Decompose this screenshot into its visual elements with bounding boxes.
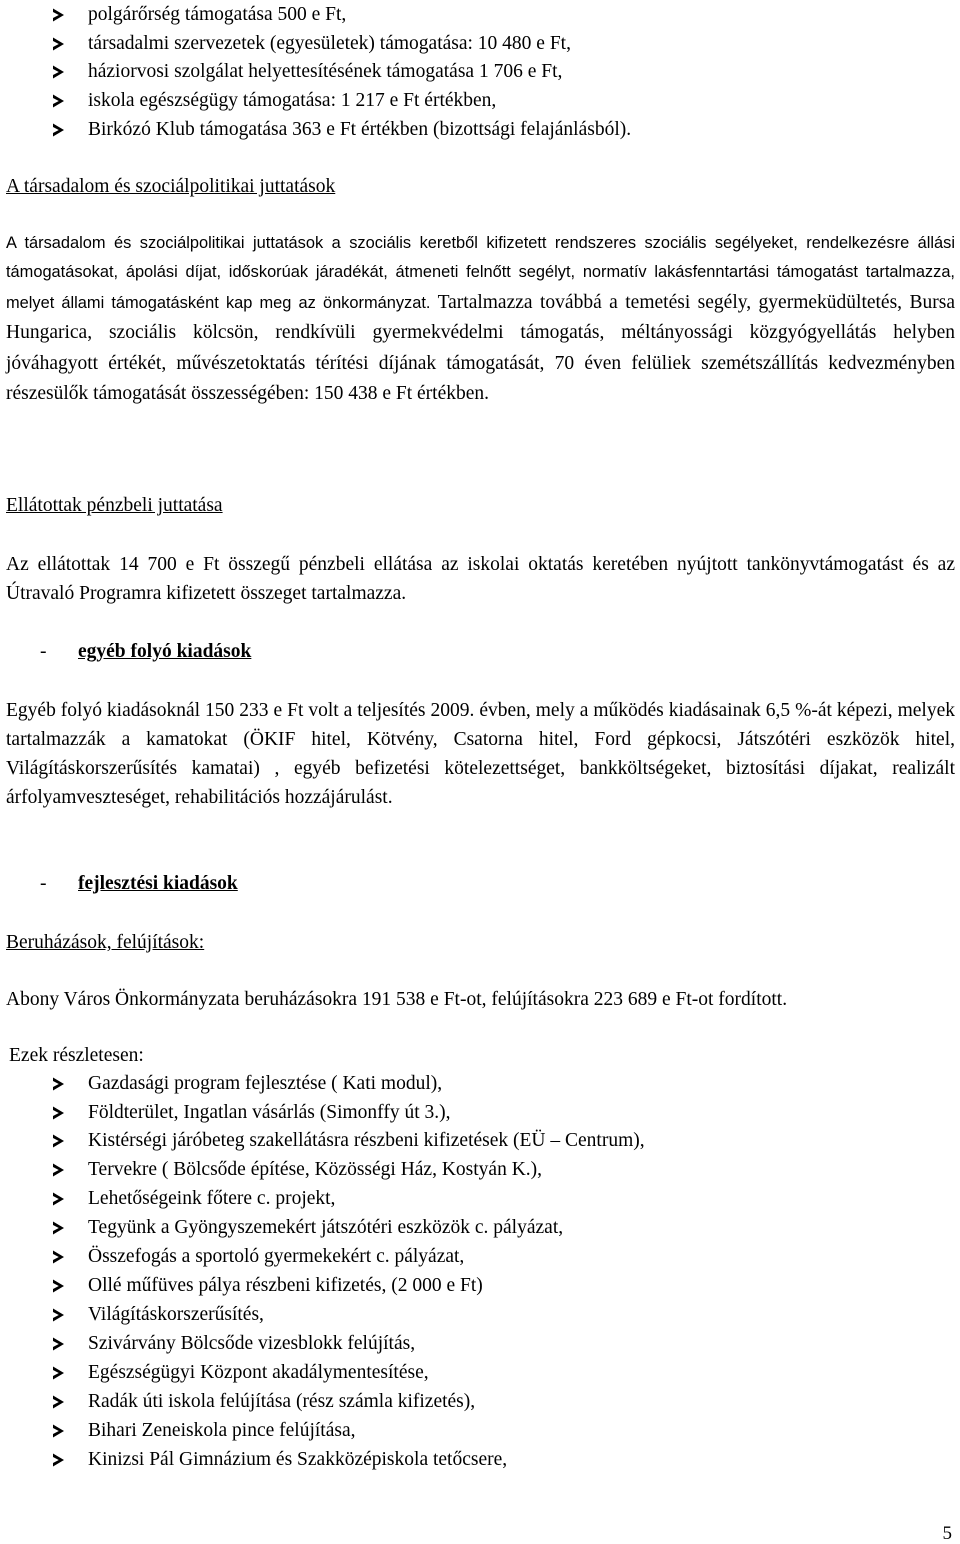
arrow-bullet-icon: [50, 1101, 68, 1125]
arrow-bullet-icon: [50, 1216, 68, 1240]
arrow-bullet-icon: [50, 1361, 68, 1385]
dash-marker: -: [40, 641, 47, 662]
arrow-bullet-icon: [50, 3, 68, 27]
list-item-text: Kinizsi Pál Gimnázium és Szakközépiskola tetőcsere,: [88, 1449, 508, 1470]
list-item-text: iskola egészségügy támogatása: 1 217 e Ft értékben,: [88, 90, 497, 111]
list-item-text: társadalmi szervezetek (egyesületek) támogatása: 10 480 e Ft,: [88, 33, 571, 54]
arrow-bullet-icon: [50, 89, 68, 113]
list-item-text: Birkózó Klub támogatása 363 e Ft értékben (bizottsági felajánlásból).: [88, 119, 632, 140]
arrow-bullet-icon: [50, 1448, 68, 1472]
list-item-text: Tegyünk a Gyöngyszemekért játszótéri eszközök c. pályázat,: [88, 1217, 564, 1238]
arrow-bullet-icon: [50, 60, 68, 84]
arrow-bullet-icon: [50, 1245, 68, 1269]
list-item-text: Világításkorszerűsítés,: [88, 1304, 264, 1325]
list-item-text: Tervekre ( Bölcsőde építése, Közösségi Ház, Kostyán K.),: [88, 1159, 543, 1180]
page-number: 5: [942, 1523, 952, 1544]
heading-egyeb-text: egyéb folyó kiadások: [78, 641, 252, 662]
list-item-text: Kistérségi járóbeteg szakellátásra részbeni kifizetések (EÜ – Centrum),: [88, 1130, 645, 1151]
section-title-ellatottak: Ellátottak pénzbeli juttatása: [6, 495, 223, 516]
list-item-text: polgárőrség támogatása 500 e Ft,: [88, 4, 347, 25]
list-item-text: Lehetőségeink főtere c. projekt,: [88, 1188, 336, 1209]
egyeb-paragraph: Egyéb folyó kiadásoknál 150 233 e Ft volt a teljesítés 2009. évben, mely a működés kiadásainak 6,5 %-át képezi, melyek tartalmazzák a kamatokat (ÖKIF hitel, Kötvény, Csatorna hitel, Ford gépkocsi, Játszótéri eszközök hitel, Világításkorszerűsítés kamatai) , egyéb befizetési kötelezettséget, bankköltségeket, biztosítási díjakat, realizált árfolyamveszteséget, rehabilitációs hozzájárulást.: [6, 700, 955, 808]
dash-marker: -: [40, 873, 47, 894]
list-item-text: Radák úti iskola felújítása (rész számla kifizetés),: [88, 1391, 476, 1412]
section-title-social: A társadalom és szociálpolitikai juttatások: [6, 176, 336, 197]
arrow-bullet-icon: [50, 1158, 68, 1182]
social-paragraph-serif: Tartalmazza továbbá a temetési segély, gyermeküdültetés, Bursa Hungarica, szociális kölcsön, rendkívüli gyermekvédelmi támogatás, méltányossági közgyógyellátás helyben jóváhagyott értékét, művészetoktatás térítési díjának támogatását, 70 éven felüliek szemétszállítás kedvezményben részesülők támogatását összességében: 150 438 e Ft értékben.: [6, 291, 955, 405]
list-item-text: háziorvosi szolgálat helyettesítésének támogatása 1 706 e Ft,: [88, 61, 563, 82]
ellatottak-paragraph: Az ellátottak 14 700 e Ft összegű pénzbeli ellátása az iskolai oktatás keretében nyújtott tankönyvtámogatást és az Útravaló Programra kifizetett összeget tartalmazza.: [6, 554, 955, 604]
list-item-text: Gazdasági program fejlesztése ( Kati modul),: [88, 1073, 443, 1094]
list-item-text: Földterület, Ingatlan vásárlás (Simonffy út 3.),: [88, 1102, 451, 1123]
social-paragraph: [6, 229, 955, 409]
arrow-bullet-icon: [50, 1187, 68, 1211]
subtitle-beruhazasok: Beruházások, felújítások:: [6, 932, 205, 953]
heading-egyeb: [40, 640, 252, 664]
intro-reszletesen: Ezek részletesen:: [9, 1045, 144, 1066]
arrow-bullet-icon: [50, 32, 68, 56]
social-paragraph-sans: A társadalom és szociálpolitikai juttatások a szociális keretből kifizetett rendszeres szociális segélyeket, rendelkezésre állási támogatásokat, ápolási díjat, időskorúak járadékát, átmeneti felnőtt segélyt, normatív lakásfenntartási támogatást tartalmazza, melyet állami támogatásként kap meg az önkormányzat.: [6, 234, 955, 312]
arrow-bullet-icon: [50, 118, 68, 142]
arrow-bullet-icon: [50, 1419, 68, 1443]
list-item-text: Összefogás a sportoló gyermekekért c. pályázat,: [88, 1246, 465, 1267]
arrow-bullet-icon: [50, 1303, 68, 1327]
list-item-text: Egészségügyi Központ akadálymentesítése,: [88, 1362, 429, 1383]
heading-fejlesztesi-text: fejlesztési kiadások: [78, 873, 238, 894]
arrow-bullet-icon: [50, 1390, 68, 1414]
list-item-text: Bihari Zeneiskola pince felújítása,: [88, 1420, 356, 1441]
arrow-bullet-icon: [50, 1129, 68, 1153]
list-item-text: Szivárvány Bölcsőde vizesblokk felújítás,: [88, 1333, 416, 1354]
heading-fejlesztesi: [40, 872, 238, 896]
fejlesztesi-paragraph: Abony Város Önkormányzata beruházásokra 191 538 e Ft-ot, felújításokra 223 689 e Ft-ot fordított.: [6, 989, 788, 1010]
arrow-bullet-icon: [50, 1072, 68, 1096]
arrow-bullet-icon: [50, 1332, 68, 1356]
arrow-bullet-icon: [50, 1274, 68, 1298]
list-item-text: Ollé műfüves pálya részbeni kifizetés, (2 000 e Ft): [88, 1275, 483, 1296]
